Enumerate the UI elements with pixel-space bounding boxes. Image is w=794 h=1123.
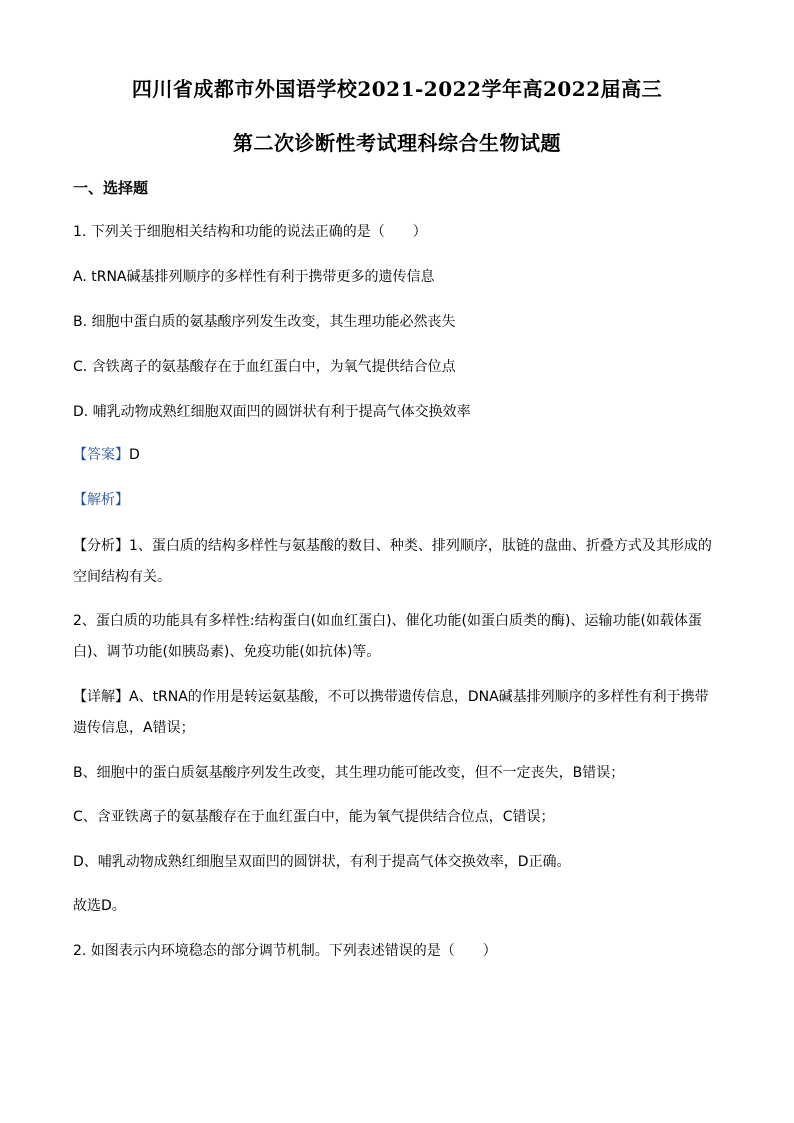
fenxi-line-2b: 白)、调节功能(如胰岛素)、免疫功能(如抗体)等。 (73, 644, 381, 660)
question-2-stem: 2. 如图表示内环境稳态的部分调节机制。下列表述错误的是（ ） (73, 943, 497, 959)
fenxi-text-1a: 1、蛋白质的结构多样性与氨基酸的数目、种类、排列顺序，肽链的盘曲、折叠方式及其形成的 (129, 538, 712, 554)
answer-line (73, 444, 140, 464)
question-1-option-c: C. 含铁离子的氨基酸存在于血红蛋白中，为氧气提供结合位点 (73, 359, 456, 375)
analysis-tag: 【解析】 (73, 492, 129, 508)
section-heading: 一、选择题 (73, 179, 149, 197)
fenxi-line-1b: 空间结构有关。 (73, 569, 171, 585)
analysis-line (73, 489, 129, 509)
xiangjie-line-a1 (73, 686, 709, 706)
xiangjie-line-a2: 遗传信息，A错误； (73, 720, 195, 736)
question-1-stem: 1. 下列关于细胞相关结构和功能的说法正确的是（ ） (73, 224, 427, 240)
xiangjie-tag: 【详解】 (73, 689, 129, 705)
answer-value: D (129, 447, 140, 463)
doc-title-line1: 四川省成都市外国语学校2021-2022学年高2022届高三 (131, 77, 663, 101)
question-1-option-a: A. tRNA碱基排列顺序的多样性有利于携带更多的遗传信息 (73, 269, 435, 285)
doc-title-line2: 第二次诊断性考试理科综合生物试题 (233, 131, 561, 155)
question-1-option-d: D. 哺乳动物成熟红细胞双面凹的圆饼状有利于提高气体交换效率 (73, 404, 471, 420)
conclusion-line: 故选D。 (73, 898, 126, 914)
fenxi-line-1a (73, 535, 712, 555)
xiangjie-text-a1: A、tRNA的作用是转运氨基酸，不可以携带遗传信息，DNA碱基排列顺序的多样性有利于携带 (129, 689, 709, 705)
fenxi-tag: 【分析】 (73, 538, 129, 554)
xiangjie-line-d: D、哺乳动物成熟红细胞呈双面凹的圆饼状，有利于提高气体交换效率，D正确。 (73, 854, 571, 870)
xiangjie-line-b: B、细胞中的蛋白质氨基酸序列发生改变，其生理功能可能改变，但不一定丧失，B错误； (73, 765, 625, 781)
xiangjie-line-c: C、含亚铁离子的氨基酸存在于血红蛋白中，能为氧气提供结合位点，C错误； (73, 809, 555, 825)
fenxi-line-2a: 2、蛋白质的功能具有多样性:结构蛋白(如血红蛋白)、催化功能(如蛋白质类的酶)、运输功能(如载体蛋 (73, 613, 702, 629)
answer-tag: 【答案】 (73, 447, 129, 463)
question-1-option-b: B. 细胞中蛋白质的氨基酸序列发生改变，其生理功能必然丧失 (73, 314, 456, 330)
